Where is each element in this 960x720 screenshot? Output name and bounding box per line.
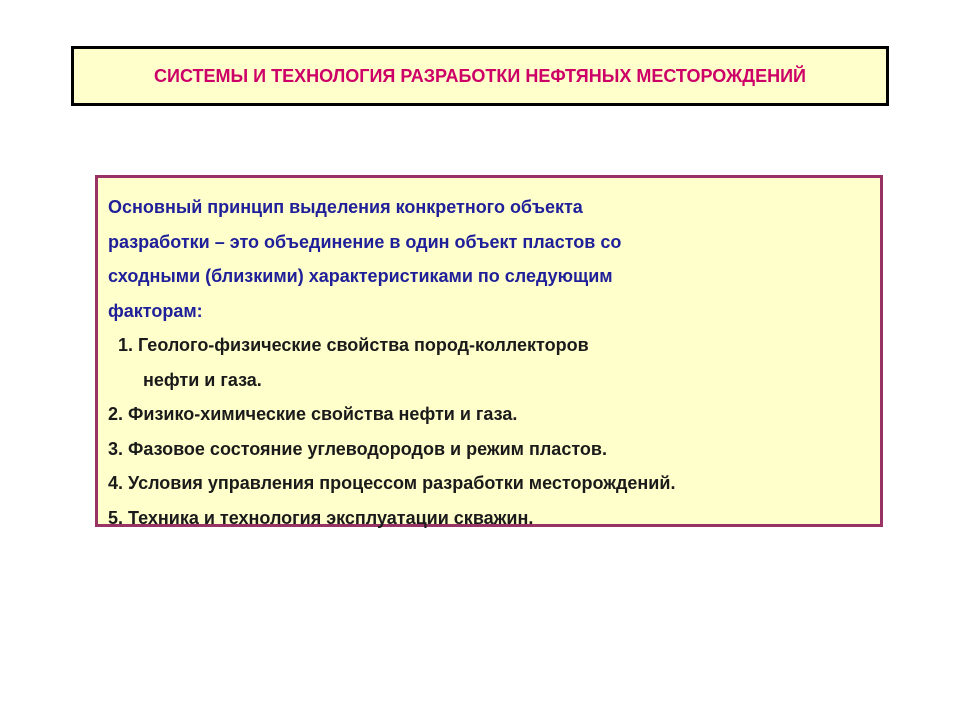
factor-3: 3. Фазовое состояние углеводородов и режим пластов. — [108, 438, 607, 459]
factor-1-line-1: 1. Геолого-физические свойства пород-коллекторов — [118, 335, 589, 355]
content-box — [95, 175, 883, 527]
intro-line-3: сходными (близкими) характеристиками по следующим — [108, 266, 613, 286]
factor-4: 4. Условия управления процессом разработки месторождений. — [108, 473, 676, 493]
factor-5: 5. Техника и технология эксплуатации скважин. — [108, 507, 534, 528]
intro-line-2: разработки – это объединение в один объект пластов со — [108, 231, 622, 252]
factor-2: 2. Физико-химические свойства нефти и газа. — [108, 404, 518, 424]
slide-title: СИСТЕМЫ И ТЕХНОЛОГИЯ РАЗРАБОТКИ НЕФТЯНЫХ МЕСТОРОЖДЕНИЙ — [154, 65, 806, 86]
title-box — [71, 46, 889, 106]
intro-line-4: факторам: — [108, 300, 203, 321]
intro-line-1: Основный принцип выделения конкретного объекта — [108, 197, 583, 217]
factor-1-line-2: нефти и газа. — [143, 369, 262, 390]
